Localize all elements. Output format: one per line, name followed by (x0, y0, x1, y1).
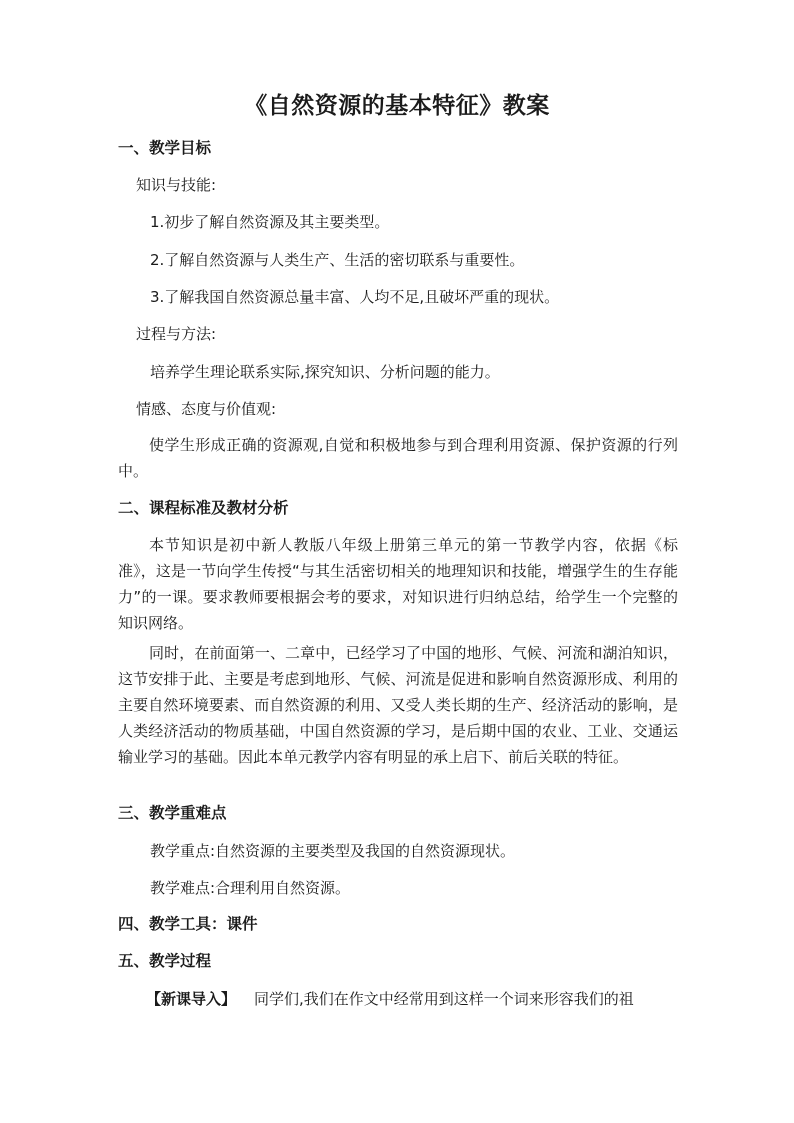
intro-text: 同学们,我们在作文中经常用到这样一个词来形容我们的祖 (254, 990, 634, 1008)
process-method-text: 培养学生理论联系实际,探究知识、分析问题的能力。 (150, 363, 500, 381)
standards-paragraph-2: 同时，在前面第一、二章中，已经学习了中国的地形、气候、河流和湖泊知识，这节安排于此、主要是考虑到地形、气候、河流是促进和影响自然资源形成、利用的主要自然环境要素、而自然资源的利用、又受人类长期的生产、经济活动的影响，是人类经济活动的物质基础，中国自然资源的学习，是后期中国的农业、工业、交通运输业学习的基础。因此本单元教学内容有明显的承上启下、前后关联的特征。 (118, 644, 678, 766)
section-heading-tools: 四、教学工具：课件 (118, 915, 258, 933)
standards-paragraph-1: 本节知识是初中新人教版八年级上册第三单元的第一节教学内容，依据《标准》，这是一节向学生传授“与其生活密切相关的地理知识和技能，增强学生的生存能力”的一课。要求教师要根据会考的要求，对知识进行归纳总结，给学生一个完整的知识网络。 (118, 536, 678, 632)
document-title: 《自然资源的基本特征》教案 (244, 92, 550, 119)
section-heading-objectives: 一、教学目标 (118, 139, 212, 157)
knowledge-item-1: 1.初步了解自然资源及其主要类型。 (150, 213, 390, 231)
section-heading-process: 五、教学过程 (118, 952, 212, 970)
intro-line (146, 988, 634, 1010)
knowledge-item-2: 2.了解自然资源与人类生产、生活的密切联系与重要性。 (150, 251, 525, 269)
process-method-label: 过程与方法: (136, 325, 217, 343)
knowledge-skills-label: 知识与技能: (136, 176, 217, 194)
key-point-text: 教学重点:自然资源的主要类型及我国的自然资源现状。 (150, 842, 516, 860)
knowledge-item-3: 3.了解我国自然资源总量丰富、人均不足,且破坏严重的现状。 (150, 288, 560, 306)
emotion-values-label: 情感、态度与价值观: (136, 400, 277, 418)
difficult-point-text: 教学难点:合理利用自然资源。 (150, 879, 351, 897)
section-heading-key-points: 三、教学重难点 (118, 804, 227, 822)
section-heading-standards: 二、课程标准及教材分析 (118, 499, 289, 517)
intro-label: 【新课导入】 (146, 990, 237, 1008)
emotion-values-text: 使学生形成正确的资源观,自觉和积极地参与到合理利用资源、保护资源的行列中。 (118, 436, 678, 480)
